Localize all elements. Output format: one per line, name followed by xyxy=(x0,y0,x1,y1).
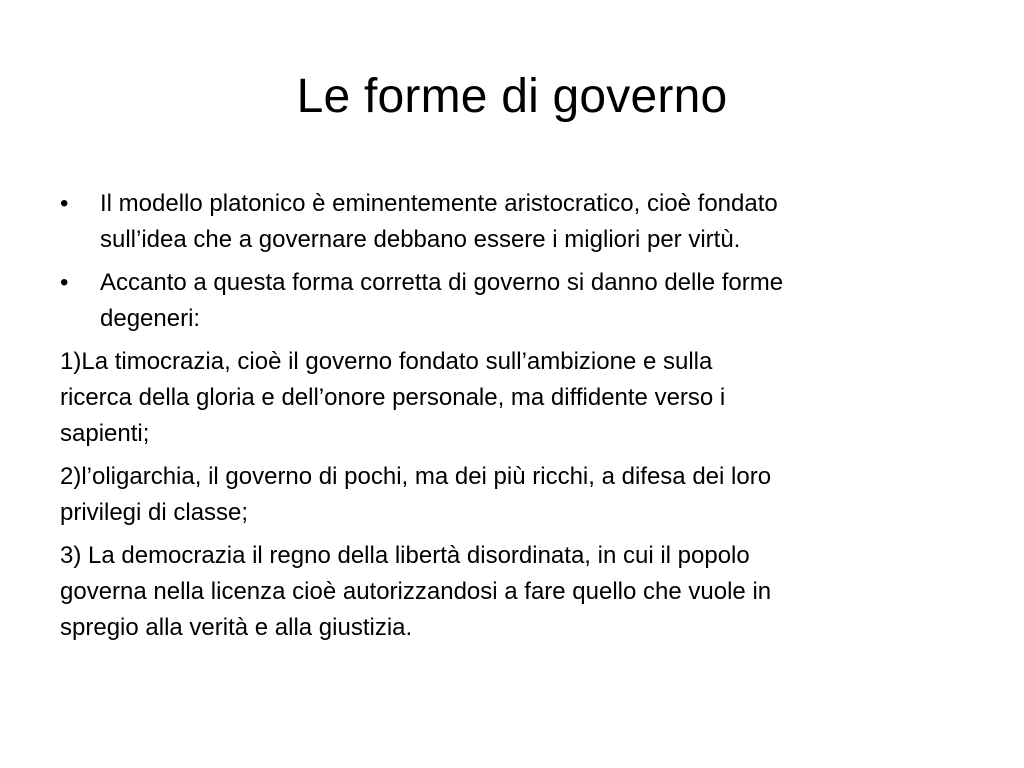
text-line: ricerca della gloria e dell’onore personale, ma diffidente verso i xyxy=(60,384,726,411)
text-line: 1)La timocrazia, cioè il governo fondato sull’ambizione e sulla xyxy=(60,348,713,375)
paragraph-timocracy xyxy=(60,344,970,452)
slide-title: Le forme di governo xyxy=(296,70,728,123)
text-line: 3) La democrazia il regno della libertà disordinata, in cui il popolo xyxy=(60,542,750,569)
text-line: 2)l’oligarchia, il governo di pochi, ma dei più ricchi, a difesa dei loro xyxy=(60,463,772,490)
paragraph-oligarchy xyxy=(60,459,970,531)
bullet-item xyxy=(60,186,970,258)
text-line: spregio alla verità e alla giustizia. xyxy=(60,614,413,641)
slide-body xyxy=(60,186,970,653)
bullet-text xyxy=(100,265,970,337)
text-line: Accanto a questa forma corretta di governo si danno delle forme xyxy=(100,269,784,296)
bullet-item xyxy=(60,265,970,337)
bullet-marker: • xyxy=(60,269,69,296)
text-line: privilegi di classe; xyxy=(60,499,249,526)
bullet-text xyxy=(100,186,970,258)
text-line: degeneri: xyxy=(100,305,201,332)
text-line: governa nella licenza cioè autorizzandosi a fare quello che vuole in xyxy=(60,578,772,605)
text-line: Il modello platonico è eminentemente aristocratico, cioè fondato xyxy=(100,190,778,217)
text-line: sapienti; xyxy=(60,420,150,447)
text-line: sull’idea che a governare debbano essere i migliori per virtù. xyxy=(100,226,741,253)
paragraph-democracy xyxy=(60,538,970,646)
bullet-marker: • xyxy=(60,190,69,217)
